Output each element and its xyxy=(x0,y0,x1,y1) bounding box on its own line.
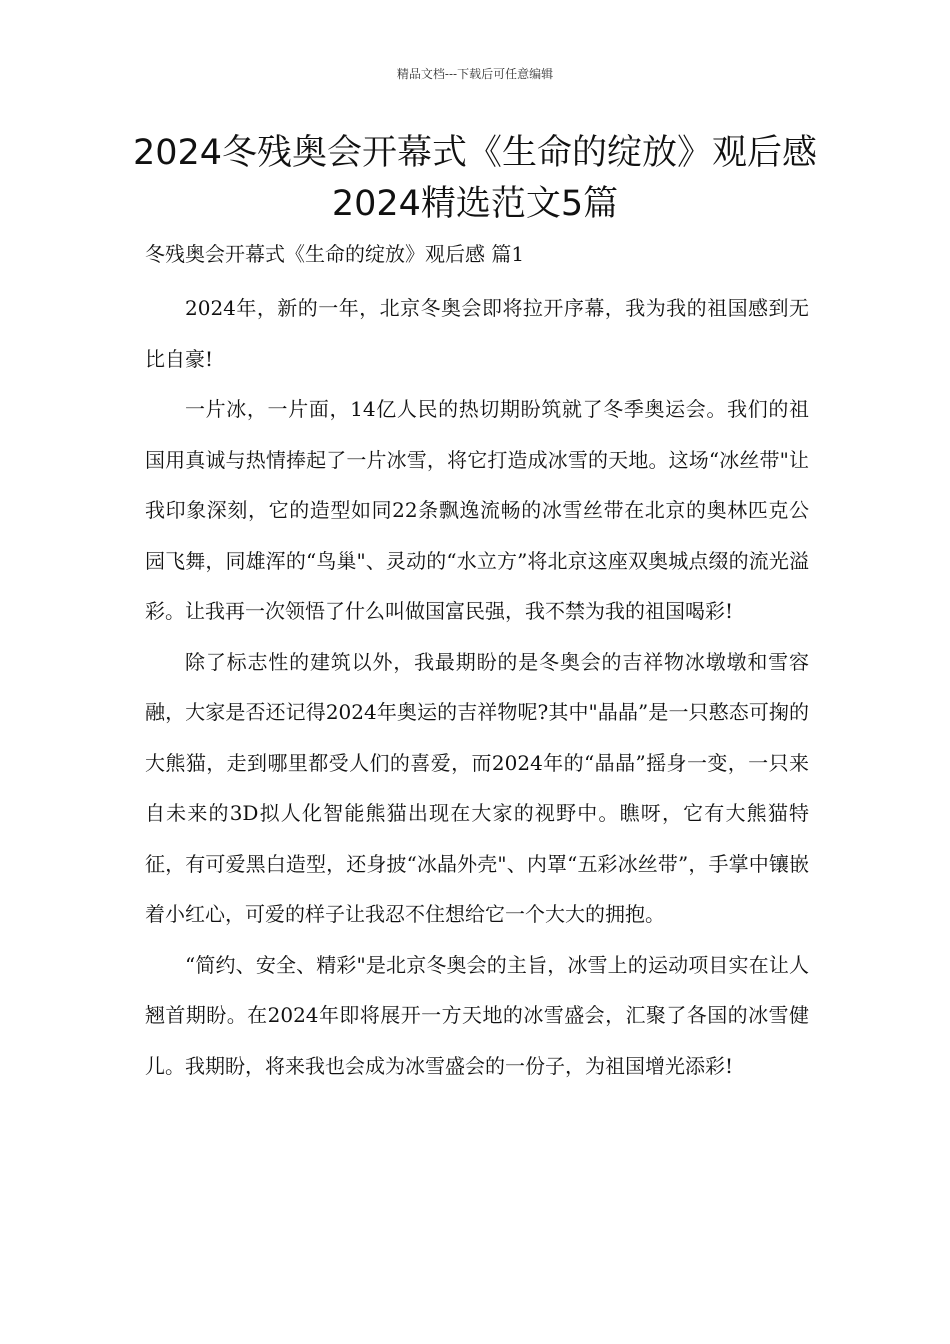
header-note: 精品文档---下载后可任意编辑 xyxy=(396,67,554,81)
section-heading: 冬残奥会开幕式《生命的绽放》观后感 篇1 xyxy=(145,242,525,266)
paragraph: 一片冰，一片面，14亿人民的热切期盼筑就了冬季奥运会。我们的祖国用真诚与热情捧起了一片冰雪，将它打造成冰雪的天地。这场“冰丝带"让我印象深刻，它的造型如同22条飘逸流畅的冰雪丝带在北京的奥林匹克公园飞舞，同雄浑的“鸟巢"、灵动的“水立方”将北京这座双奥城点缀的流光溢彩。让我再一次领悟了什么叫做国富民强，我不禁为我的祖国喝彩! xyxy=(145,397,809,623)
paragraph: “简约、安全、精彩"是北京冬奥会的主旨，冰雪上的运动项目实在让人翘首期盼。在2024年即将展开一方天地的冰雪盛会，汇聚了各国的冰雪健儿。我期盼，将来我也会成为冰雪盛会的一份子，为祖国增光添彩! xyxy=(145,952,809,1078)
document-body xyxy=(145,236,809,1091)
paragraph: 除了标志性的建筑以外，我最期盼的是冬奥会的吉祥物冰墩墩和雪容融，大家是否还记得2024年奥运的吉祥物呢?其中"晶晶”是一只憨态可掬的大熊猫，走到哪里都受人们的喜爱，而2024年的“晶晶”摇身一变，一只来自未来的3D拟人化智能熊猫出现在大家的视野中。瞧呀，它有大熊猫特征，有可爱黑白造型，还身披“冰晶外壳"、内罩“五彩冰丝带”，手掌中镶嵌着小红心，可爱的样子让我忍不住想给它一个大大的拥抱。 xyxy=(145,649,809,926)
document-title: 2024冬残奥会开幕式《生命的绽放》观后感2024精选范文5篇 xyxy=(132,133,818,224)
paragraph: 2024年，新的一年，北京冬奥会即将拉开序幕，我为我的祖国感到无比自豪! xyxy=(145,296,809,371)
